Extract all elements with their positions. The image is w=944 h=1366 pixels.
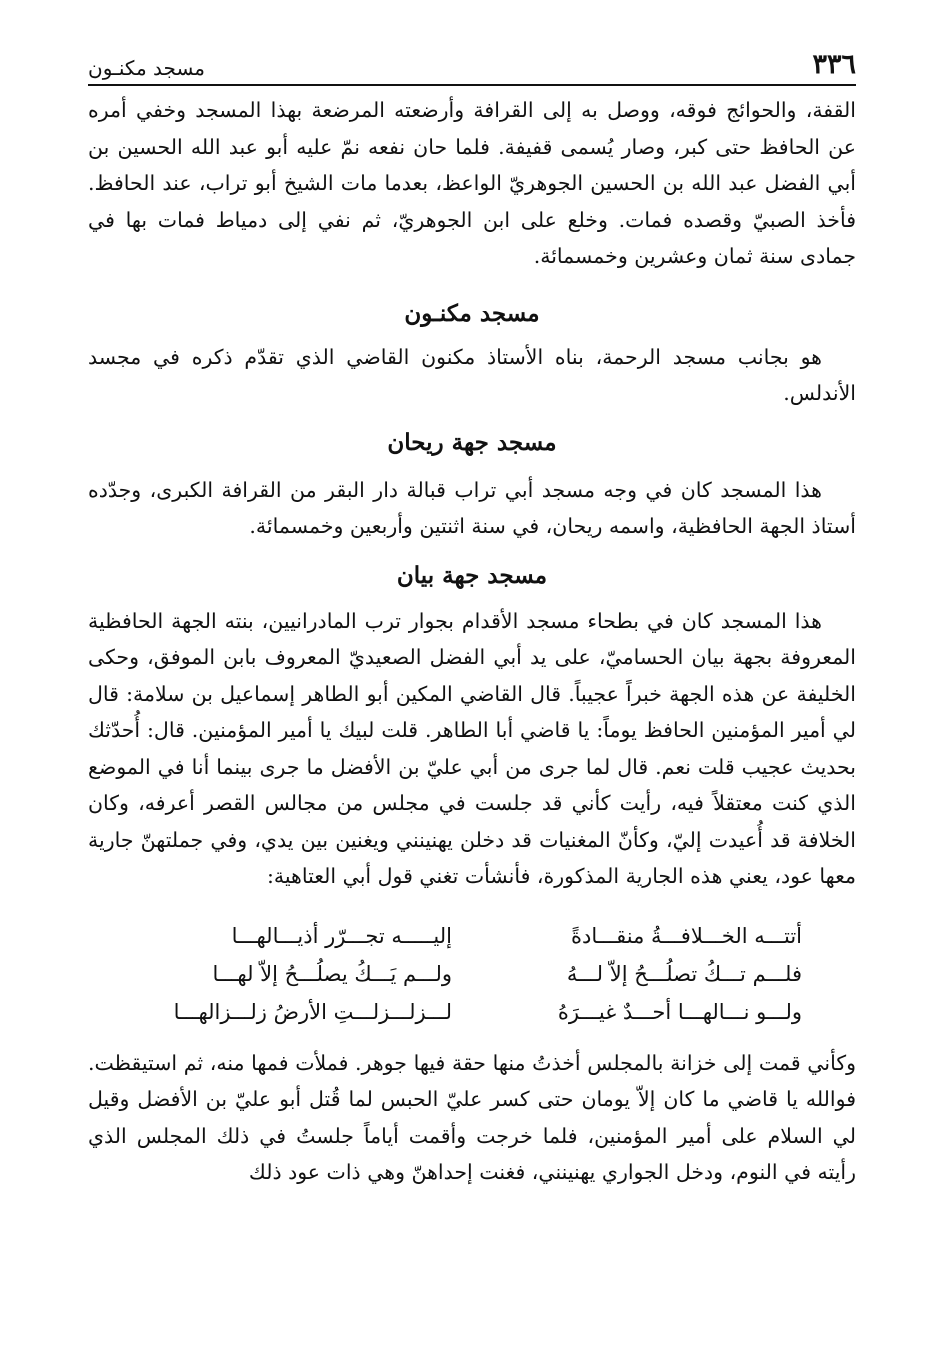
section-heading-makhnun: مسجد مكنـون: [404, 299, 540, 327]
page-number: ٣٣٦: [812, 49, 856, 80]
poem: [88, 917, 856, 1031]
poem-verse: [142, 993, 802, 1031]
paragraph-after-poem: وكأني قمت إلى خزانة بالمجلس أخذتُ منها حقة فيها جوهر. فملأت فمها منه، ثم استيقظت. فوالله يا قاضي ما كان إلاّ يومان حتى كسر عليّ الحبس لما قُتل أبو عليّ بن الأفضل وقيل لي السلام على أمير المؤمنين، فلما خرجت وأقمت أياماً جلستُ في ذلك المجلس الذي رأيته في النوم، ودخل الجواري يهنينني، فغنت إحداهنّ وهي ذات عود ذلك: [88, 1050, 856, 1184]
running-header: [88, 40, 856, 86]
paragraph-rayhan: هذا المسجد كان في وجه مسجد أبي تراب قبالة دار البقر من القرافة الكبرى، وجدّده أستاذ الجهة الحافظية، واسمه ريحان، في سنة اثنتين وأربعين وخمسمائة.: [88, 477, 856, 538]
verse-first-hemistich: ولـــو نـــالهـــا أحـــدٌ غيـــرَهُ: [557, 999, 802, 1024]
verse-second-hemistich: ولـــم يَـــكُ يصلُـــحُ إلاّ لهـــا: [212, 961, 452, 986]
poem-verse: [142, 955, 802, 993]
verse-second-hemistich: لـــزلـــزلـــتِ الأرضُ زلـــزالهـــا: [173, 999, 452, 1024]
verse-first-hemistich: فلـــم تـــكُ تصلُـــحُ إلاّ لـــهُ: [566, 961, 802, 986]
paragraph-continuation: القفة، والحوائج فوقه، ووصل به إلى القرافة وأرضعته المرضعة بهذا المسجد وخفي أمره عن الحافظ حتى كبر، وصار يُسمى قفيفة. فلما حان نفعه نمّ عليه أبو عبد الله الحسين بن أبي الفضل عبد الله بن الحسين الجوهريّ الواعظ، بعدما مات الشيخ أبو تراب، عند الحافظ. فأخذ الصبيّ وقصده فمات. وخلع على ابن الجوهريّ، ثم نفي إلى دمياط فمات بها في جمادى سنة ثمان وعشرين وخمسمائة.: [88, 98, 856, 268]
verse-second-hemistich: إليـــــه تجـــرّر أذيـــالهـــا: [231, 923, 452, 948]
verse-first-hemistich: أتتـــه الخـــلافـــةُ منقـــادةً: [570, 923, 802, 948]
section-heading-bayan: مسجد جهة بيان: [396, 561, 548, 589]
section-heading-rayhan: مسجد جهة ريحان: [387, 428, 557, 456]
poem-verse: [142, 917, 802, 955]
running-title: مسجد مكنـون: [88, 56, 205, 80]
page-body: [88, 92, 856, 1326]
paragraph-bayan: هذا المسجد كان في بطحاء مسجد الأقدام بجوار ترب المادرانيين، بنته الجهة الحافظية المعروفة بجهة بيان الحساميّ، على يد أبي الفضل الصعيديّ المعروف بابن الموفق، وحكى الخليفة عن هذه الجهة خبراً عجيباً. قال القاضي المكين أبو الطاهر إسماعيل بن سلامة: قال لي أمير المؤمنين الحافظ يوماً: يا قاضي أبا الطاهر. قلت لبيك يا أمير المؤمنين. قال: أُحدّثك بحديث عجيب قلت نعم. قال لما جرى من أبي عليّ بن الأفضل ما جرى بينما أنا في الموضع الذي كنت معتقلاً فيه، رأيت كأني قد جلست في مجلس من مجالس القصر أعرفه، وكان الخلافة قد أُعيدت إليّ، وكأنّ المغنيات قد دخلن يهنينني ويغنين بين يدي، وفي جملتهنّ جارية معها عود، يعني هذه الجارية المذكورة، فأنشأت تغني قول أبي العتاهية:: [88, 608, 856, 888]
paragraph-makhnun: هو بجانب مسجد الرحمة، بناه الأستاذ مكنون القاضي الذي تقدّم ذكره في مجسد الأندلس.: [88, 344, 856, 405]
